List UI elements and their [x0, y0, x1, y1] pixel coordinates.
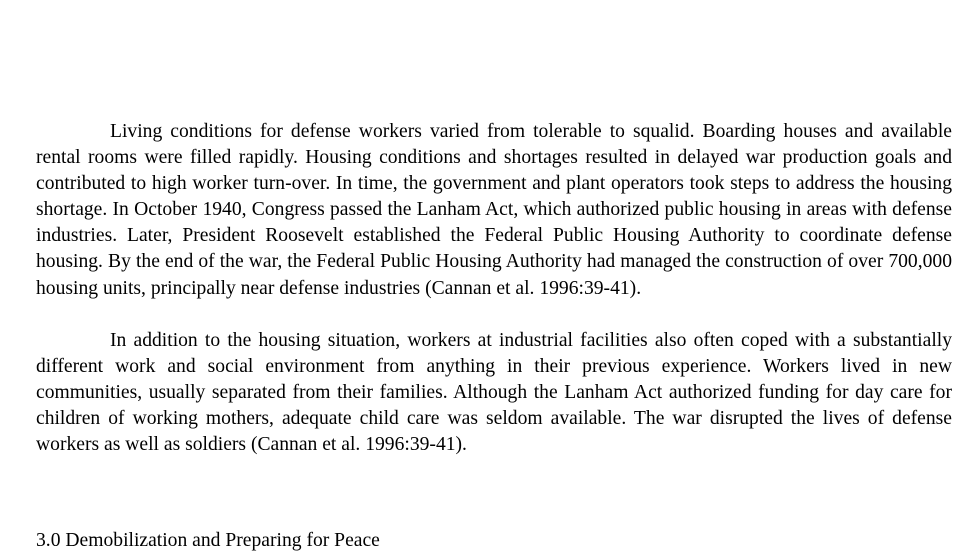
section-heading: 3.0 Demobilization and Preparing for Peace — [36, 530, 380, 551]
paragraph-living-conditions: Living conditions for defense workers varied from tolerable to squalid. Boarding houses and available rental rooms were filled rapidly. Housing conditions and shortages resulted in delayed war production goals and contributed to high worker turn-over. In time, the government and plant operators took steps to address the housing shortage. In October 1940, Congress passed the Lanham Act, which authorized public housing in areas with defense industries. Later, President Roosevelt established the Federal Public Housing Authority to coordinate defense housing. By the end of the war, the Federal Public Housing Authority had managed the construction of over 700,000 housing units, principally near defense industries (Cannan et al. 1996:39-41). — [36, 121, 952, 299]
paragraph-work-environment: In addition to the housing situation, workers at industrial facilities also often coped with a substantially different work and social environment from anything in their previous experience. Workers lived in new communities, usually separated from their families. Although the Lanham Act authorized funding for day care for children of working mothers, adequate child care was seldom available. The war disrupted the lives of defense workers as well as soldiers (Cannan et al. 1996:39-41). — [36, 329, 952, 456]
document-body — [36, 119, 952, 458]
